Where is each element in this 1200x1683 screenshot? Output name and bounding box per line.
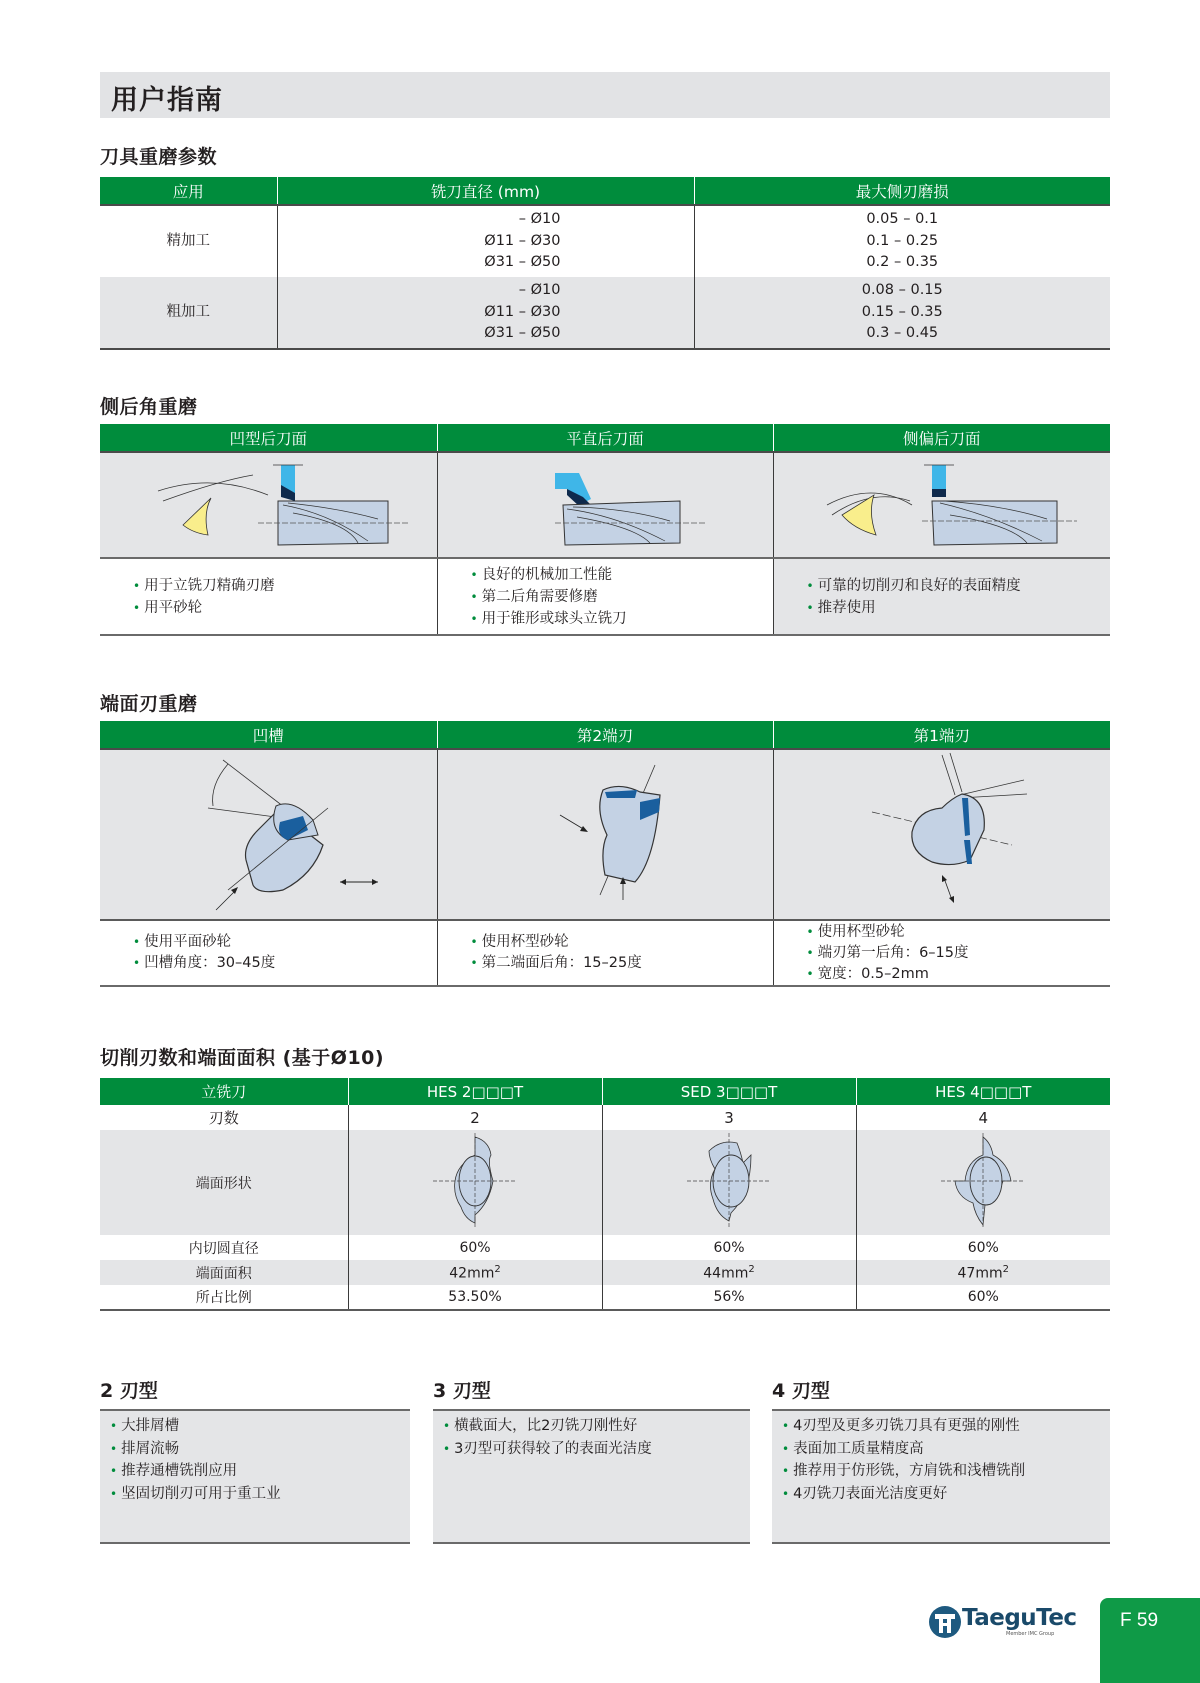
application-cell: 粗加工 — [166, 303, 210, 320]
col-header: HES 4□□□T — [856, 1078, 1110, 1105]
bullet-list — [437, 558, 773, 635]
col-header: 最大侧刃磨损 — [694, 177, 1110, 205]
bullet-list — [100, 920, 437, 986]
brand-name: TaeguTec — [962, 1605, 1077, 1631]
flute-type-box-2 — [100, 1409, 410, 1544]
end-face-table — [100, 721, 1110, 987]
section-title-side-relief: 侧后角重磨 — [100, 396, 198, 418]
table-row: 端面面积 $42mm^2$ $44mm^2$ $47mm^2$ — [100, 1260, 1110, 1285]
list-item: • 端刃第一后角：6–15度 — [806, 944, 969, 961]
col-header: HES 2□□□T — [348, 1078, 602, 1105]
page-number-tab — [1100, 1598, 1200, 1683]
list-item: • 表面加工质量精度高 — [782, 1440, 924, 1457]
list-item: • 可靠的切削刃和良好的表面精度 — [806, 577, 1021, 594]
list-item: • 横截面大，比2刃铣刀刚性好 — [443, 1418, 638, 1434]
list-item: • 大排屑槽 — [110, 1418, 180, 1434]
list-item: • 推荐用于仿形铣，方肩铣和浅槽铣削 — [782, 1463, 1026, 1479]
col-header: 侧偏后刀面 — [773, 424, 1110, 452]
diameter-cell: – Ø10 Ø11 – Ø30 Ø31 – Ø50 — [277, 277, 694, 349]
page-banner — [100, 72, 1110, 118]
list-item: • 使用平面砂轮 — [133, 934, 232, 950]
four-flute-end-shape — [856, 1130, 1110, 1235]
gash-diagram — [100, 749, 437, 920]
col-header: SED 3□□□T — [602, 1078, 856, 1105]
list-item: • 使用杯型砂轮 — [806, 923, 905, 940]
table-row: 内切圆直径 60% 60% 60% — [100, 1235, 1110, 1260]
concave-relief-diagram — [100, 452, 437, 558]
flutes-table — [100, 1078, 1110, 1311]
list-item: • 第二端面后角：15–25度 — [470, 955, 642, 971]
three-flute-end-shape — [602, 1130, 856, 1235]
flat-relief-diagram — [437, 452, 773, 558]
list-item: • 4刃型及更多刃铣刀具有更强的刚性 — [782, 1418, 1020, 1434]
flute-type-title-2: 2 刃型 — [100, 1380, 158, 1402]
col-header: 凹型后刀面 — [100, 424, 437, 452]
flute-type-box-4 — [772, 1409, 1110, 1544]
list-item: • 宽度：0.5–2mm — [806, 965, 929, 982]
col-header: 铣刀直径 (mm) — [277, 177, 694, 205]
col-header: 第2端刃 — [437, 721, 773, 749]
page-title: 用户指南 — [111, 85, 223, 116]
list-item: • 排屑流畅 — [110, 1440, 180, 1457]
bullet-list — [100, 558, 437, 635]
col-header: 平直后刀面 — [437, 424, 773, 452]
section-title-regrind-params: 刀具重磨参数 — [100, 146, 218, 168]
two-flute-end-shape — [348, 1130, 602, 1235]
list-item: • 用于锥形或球头立铣刀 — [470, 610, 627, 627]
page-number: F 59 — [1120, 1610, 1159, 1631]
taegutec-logo-icon — [928, 1605, 962, 1639]
flute-type-title-3: 3 刃型 — [433, 1380, 491, 1402]
first-end-edge-diagram — [773, 749, 1110, 920]
table-row: 端面形状 — [100, 1130, 1110, 1235]
diameter-cell: – Ø10 Ø11 – Ø30 Ø31 – Ø50 — [277, 205, 694, 277]
list-item: • 推荐使用 — [806, 599, 876, 616]
list-item: • 凹槽角度：30–45度 — [133, 955, 276, 971]
list-item: • 良好的机械加工性能 — [470, 566, 613, 583]
list-item: • 3刃型可获得较了的表面光洁度 — [443, 1440, 652, 1457]
col-header: 凹槽 — [100, 721, 437, 749]
list-item: • 推荐通槽铣削应用 — [110, 1463, 238, 1479]
application-cell: 精加工 — [166, 232, 210, 249]
list-item: • 4刃铣刀表面光洁度更好 — [782, 1485, 948, 1502]
col-header: 立铣刀 — [100, 1078, 348, 1105]
table-row: 所占比例 53.50% 56% 60% — [100, 1285, 1110, 1310]
bullet-list — [437, 920, 773, 986]
side-relief-table — [100, 424, 1110, 636]
list-item: • 使用杯型砂轮 — [470, 934, 569, 950]
bullet-list — [773, 920, 1110, 986]
eccentric-relief-diagram — [773, 452, 1110, 558]
table-row — [100, 205, 1110, 277]
list-item: • 用平砂轮 — [133, 599, 203, 616]
second-end-edge-diagram — [437, 749, 773, 920]
flute-type-box-3 — [433, 1409, 750, 1544]
brand-tagline: Member IMC Group — [1006, 1631, 1055, 1637]
section-title-flutes: 切削刃数和端面面积 (基于Ø10) — [100, 1047, 385, 1069]
list-item: • 第二后角需要修磨 — [470, 588, 598, 605]
list-item: • 用于立铣刀精确刃磨 — [133, 577, 275, 594]
col-header: 第1端刃 — [773, 721, 1110, 749]
table-row — [100, 277, 1110, 349]
bullet-list — [773, 558, 1110, 635]
brand-logo — [928, 1603, 1078, 1641]
max-wear-cell: 0.05 – 0.1 0.1 – 0.25 0.2 – 0.35 — [694, 205, 1110, 277]
table-row: 刃数 2 3 4 — [100, 1105, 1110, 1130]
col-header: 应用 — [100, 177, 277, 205]
regrind-params-table — [100, 177, 1110, 350]
list-item: • 坚固切削刃可用于重工业 — [110, 1485, 281, 1502]
max-wear-cell: 0.08 – 0.15 0.15 – 0.35 0.3 – 0.45 — [694, 277, 1110, 349]
section-title-end-face: 端面刃重磨 — [100, 693, 198, 715]
flute-type-title-4: 4 刃型 — [772, 1380, 830, 1402]
